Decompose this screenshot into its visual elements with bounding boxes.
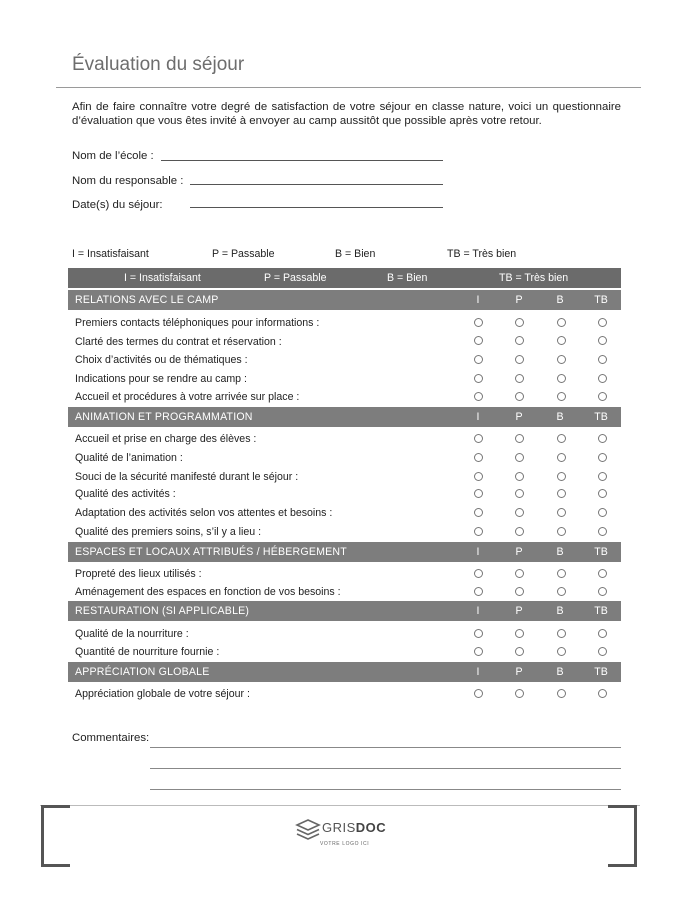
radio-tb[interactable] bbox=[598, 434, 607, 443]
radio-b[interactable] bbox=[557, 355, 566, 364]
col-header-b: B bbox=[556, 605, 564, 617]
col-header-i: I bbox=[476, 666, 480, 678]
section-header-espaces bbox=[68, 542, 621, 562]
col-header-tb: TB bbox=[594, 411, 608, 423]
col-header-i: I bbox=[476, 411, 480, 423]
col-header-p: P bbox=[515, 666, 523, 678]
radio-p[interactable] bbox=[515, 527, 524, 536]
section-title: APPRÉCIATION GLOBALE bbox=[75, 666, 210, 678]
radio-i[interactable] bbox=[474, 434, 483, 443]
radio-i[interactable] bbox=[474, 318, 483, 327]
comment-line[interactable] bbox=[150, 747, 621, 748]
legend-tb: TB = Très bien bbox=[447, 248, 517, 260]
radio-i[interactable] bbox=[474, 392, 483, 401]
section-title: ESPACES ET LOCAUX ATTRIBUÉS / HÉBERGEMENT bbox=[75, 546, 347, 558]
radio-b[interactable] bbox=[557, 527, 566, 536]
radio-tb[interactable] bbox=[598, 472, 607, 481]
radio-i[interactable] bbox=[474, 629, 483, 638]
question-label: Adaptation des activités selon vos attentes et besoins : bbox=[75, 507, 333, 519]
radio-p[interactable] bbox=[515, 647, 524, 656]
radio-b[interactable] bbox=[557, 434, 566, 443]
col-header-tb: TB bbox=[594, 294, 608, 306]
field-label-school: Nom de l’école : bbox=[72, 150, 154, 162]
radio-tb[interactable] bbox=[598, 647, 607, 656]
legend-bar-b: B = Bien bbox=[387, 272, 428, 284]
question-label: Accueil et procédures à votre arrivée sur place : bbox=[75, 391, 300, 403]
col-header-i: I bbox=[476, 605, 480, 617]
col-header-tb: TB bbox=[594, 666, 608, 678]
radio-p[interactable] bbox=[515, 374, 524, 383]
section-header-animation bbox=[68, 407, 621, 427]
logo-subtitle: VOTRE LOGO ICI bbox=[320, 841, 370, 847]
radio-i[interactable] bbox=[474, 587, 483, 596]
radio-p[interactable] bbox=[515, 508, 524, 517]
section-header-restauration bbox=[68, 601, 621, 621]
section-header-globale bbox=[68, 662, 621, 682]
legend-bar bbox=[68, 268, 621, 288]
radio-tb[interactable] bbox=[598, 336, 607, 345]
field-input-school[interactable] bbox=[161, 160, 443, 161]
radio-tb[interactable] bbox=[598, 392, 607, 401]
col-header-tb: TB bbox=[594, 605, 608, 617]
footer-bracket-left bbox=[41, 805, 70, 867]
question-label: Qualité de la nourriture : bbox=[75, 628, 189, 640]
radio-p[interactable] bbox=[515, 472, 524, 481]
question-label: Quantité de nourriture fournie : bbox=[75, 646, 220, 658]
logo-icon bbox=[295, 818, 321, 842]
col-header-b: B bbox=[556, 411, 564, 423]
radio-p[interactable] bbox=[515, 587, 524, 596]
radio-tb[interactable] bbox=[598, 453, 607, 462]
footer-divider bbox=[40, 805, 640, 806]
radio-tb[interactable] bbox=[598, 355, 607, 364]
radio-p[interactable] bbox=[515, 629, 524, 638]
radio-tb[interactable] bbox=[598, 569, 607, 578]
radio-p[interactable] bbox=[515, 392, 524, 401]
legend-bar-p: P = Passable bbox=[264, 272, 327, 284]
question-label: Choix d’activités ou de thématiques : bbox=[75, 354, 248, 366]
intro-paragraph: Afin de faire connaître votre degré de satisfaction de votre séjour en classe nature, voici un questionnaire d’évaluation que vous êtes invité à envoyer au camp aussitôt que possible après votre retour. bbox=[72, 101, 621, 127]
field-label-dates: Date(s) du séjour: bbox=[72, 199, 163, 211]
radio-tb[interactable] bbox=[598, 587, 607, 596]
radio-p[interactable] bbox=[515, 453, 524, 462]
radio-tb[interactable] bbox=[598, 374, 607, 383]
comment-line[interactable] bbox=[150, 789, 621, 790]
radio-b[interactable] bbox=[557, 374, 566, 383]
legend-b: B = Bien bbox=[335, 248, 376, 260]
radio-tb[interactable] bbox=[598, 508, 607, 517]
radio-i[interactable] bbox=[474, 355, 483, 364]
field-label-responsible: Nom du responsable : bbox=[72, 175, 184, 187]
col-header-i: I bbox=[476, 546, 480, 558]
radio-b[interactable] bbox=[557, 472, 566, 481]
title-divider bbox=[56, 87, 641, 88]
radio-i[interactable] bbox=[474, 336, 483, 345]
question-label: Appréciation globale de votre séjour : bbox=[75, 688, 250, 700]
section-title: RESTAURATION (SI APPLICABLE) bbox=[75, 605, 250, 617]
col-header-tb: TB bbox=[594, 546, 608, 558]
question-label: Souci de la sécurité manifesté durant le séjour : bbox=[75, 471, 299, 483]
section-header-relations bbox=[68, 290, 621, 310]
radio-p[interactable] bbox=[515, 434, 524, 443]
question-label: Qualité des activités : bbox=[75, 488, 176, 500]
radio-b[interactable] bbox=[557, 689, 566, 698]
radio-tb[interactable] bbox=[598, 689, 607, 698]
radio-i[interactable] bbox=[474, 489, 483, 498]
legend-bar-tb: TB = Très bien bbox=[499, 272, 569, 284]
field-input-responsible[interactable] bbox=[190, 184, 443, 185]
col-header-i: I bbox=[476, 294, 480, 306]
radio-p[interactable] bbox=[515, 336, 524, 345]
col-header-p: P bbox=[515, 605, 523, 617]
radio-i[interactable] bbox=[474, 472, 483, 481]
question-label: Accueil et prise en charge des élèves : bbox=[75, 433, 257, 445]
col-header-b: B bbox=[556, 294, 564, 306]
question-label: Qualité de l’animation : bbox=[75, 452, 183, 464]
question-label: Qualité des premiers soins, s’il y a lieu : bbox=[75, 526, 262, 538]
col-header-b: B bbox=[556, 546, 564, 558]
footer-bracket-right bbox=[608, 805, 637, 867]
comment-line[interactable] bbox=[150, 768, 621, 769]
field-input-dates[interactable] bbox=[190, 207, 443, 208]
question-label: Indications pour se rendre au camp : bbox=[75, 373, 247, 385]
radio-i[interactable] bbox=[474, 569, 483, 578]
logo-text-right: DOC bbox=[355, 820, 387, 835]
section-title: ANIMATION ET PROGRAMMATION bbox=[75, 411, 253, 423]
comments-label: Commentaires: bbox=[72, 732, 150, 744]
legend-bar-i: I = Insatisfaisant bbox=[124, 272, 201, 284]
radio-b[interactable] bbox=[557, 629, 566, 638]
radio-b[interactable] bbox=[557, 318, 566, 327]
question-label: Clarté des termes du contrat et réservation : bbox=[75, 336, 282, 348]
radio-i[interactable] bbox=[474, 453, 483, 462]
radio-p[interactable] bbox=[515, 355, 524, 364]
radio-tb[interactable] bbox=[598, 629, 607, 638]
radio-i[interactable] bbox=[474, 527, 483, 536]
logo-text-left: GRIS bbox=[322, 820, 356, 835]
radio-i[interactable] bbox=[474, 647, 483, 656]
logo-text bbox=[322, 820, 386, 835]
section-title: RELATIONS AVEC LE CAMP bbox=[75, 294, 219, 306]
col-header-p: P bbox=[515, 411, 523, 423]
question-label: Aménagement des espaces en fonction de vos besoins : bbox=[75, 586, 341, 598]
radio-p[interactable] bbox=[515, 489, 524, 498]
radio-p[interactable] bbox=[515, 318, 524, 327]
radio-p[interactable] bbox=[515, 569, 524, 578]
radio-b[interactable] bbox=[557, 453, 566, 462]
question-label: Premiers contacts téléphoniques pour informations : bbox=[75, 317, 320, 329]
radio-b[interactable] bbox=[557, 587, 566, 596]
radio-i[interactable] bbox=[474, 374, 483, 383]
legend-i: I = Insatisfaisant bbox=[72, 248, 149, 260]
radio-p[interactable] bbox=[515, 689, 524, 698]
radio-tb[interactable] bbox=[598, 318, 607, 327]
page-title: Évaluation du séjour bbox=[72, 54, 245, 75]
radio-b[interactable] bbox=[557, 489, 566, 498]
radio-b[interactable] bbox=[557, 392, 566, 401]
radio-i[interactable] bbox=[474, 508, 483, 517]
radio-b[interactable] bbox=[557, 647, 566, 656]
legend-p: P = Passable bbox=[212, 248, 275, 260]
col-header-p: P bbox=[515, 546, 523, 558]
radio-tb[interactable] bbox=[598, 527, 607, 536]
radio-b[interactable] bbox=[557, 336, 566, 345]
radio-i[interactable] bbox=[474, 689, 483, 698]
radio-b[interactable] bbox=[557, 569, 566, 578]
radio-b[interactable] bbox=[557, 508, 566, 517]
col-header-b: B bbox=[556, 666, 564, 678]
col-header-p: P bbox=[515, 294, 523, 306]
question-label: Propreté des lieux utilisés : bbox=[75, 568, 202, 580]
radio-tb[interactable] bbox=[598, 489, 607, 498]
